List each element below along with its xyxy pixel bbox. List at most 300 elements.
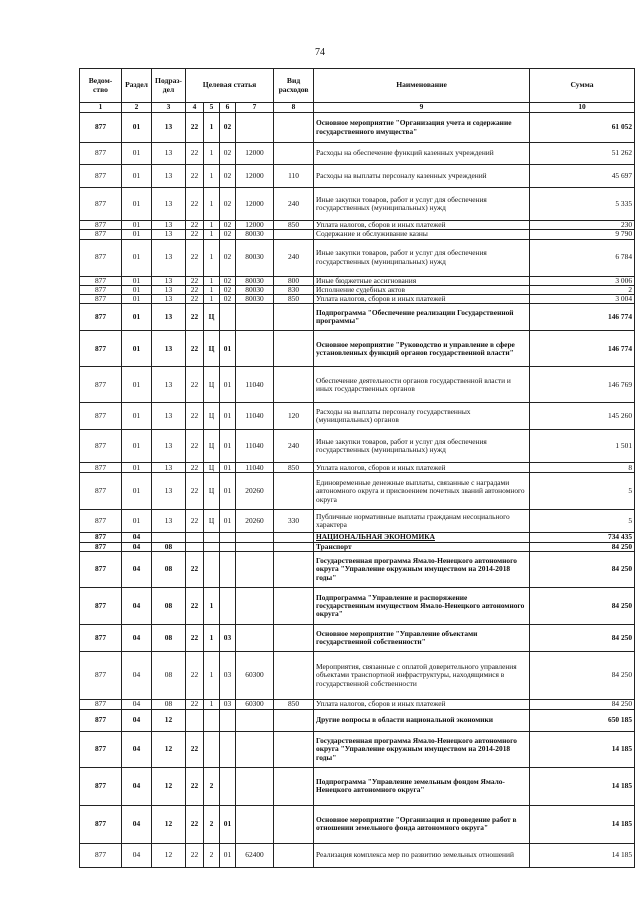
cell-ved: 877 — [80, 239, 122, 276]
cell-ved: 877 — [80, 551, 122, 587]
cell-sum: 14 185 — [530, 843, 635, 867]
cell-sum: 84 250 — [530, 624, 635, 651]
cell-target-program: 22 — [186, 843, 204, 867]
table-row — [80, 651, 635, 699]
table-row — [80, 805, 635, 843]
cell-target-direction — [236, 533, 274, 542]
cell-podrazdel: 08 — [152, 587, 186, 624]
cell-sum: 2 — [530, 285, 635, 294]
cell-razdel: 01 — [122, 304, 152, 331]
cell-target-subprogram: 1 — [204, 239, 220, 276]
table-row — [80, 230, 635, 239]
column-number: 9 — [314, 103, 530, 113]
cell-podrazdel: 12 — [152, 709, 186, 731]
cell-sum: 5 335 — [530, 188, 635, 221]
table-row — [80, 843, 635, 867]
cell-target-program: 22 — [186, 587, 204, 624]
column-number: 4 — [186, 103, 204, 113]
cell-name: Основное мероприятие "Управление объектами государственной собственности" — [314, 624, 530, 651]
cell-target-event: 02 — [220, 113, 236, 143]
cell-name: Единовременные денежные выплаты, связанные с наградами автономного округа и присвоением почетных званий автономного округа — [314, 473, 530, 510]
cell-target-program: 22 — [186, 143, 204, 165]
header-row — [80, 69, 635, 103]
cell-target-direction — [236, 805, 274, 843]
cell-vid: 110 — [274, 165, 314, 188]
cell-target-program: 22 — [186, 651, 204, 699]
cell-target-program: 22 — [186, 113, 204, 143]
table-row — [80, 143, 635, 165]
cell-vid — [274, 651, 314, 699]
cell-ved: 877 — [80, 473, 122, 510]
cell-vid — [274, 767, 314, 805]
cell-ved: 877 — [80, 699, 122, 709]
cell-razdel: 01 — [122, 510, 152, 533]
cell-razdel: 01 — [122, 285, 152, 294]
cell-vid — [274, 805, 314, 843]
cell-ved: 877 — [80, 367, 122, 403]
cell-name: Уплата налогов, сборов и иных платежей — [314, 699, 530, 709]
cell-razdel: 04 — [122, 533, 152, 542]
cell-target-program: 22 — [186, 551, 204, 587]
cell-target-direction: 80030 — [236, 295, 274, 304]
cell-target-direction: 12000 — [236, 188, 274, 221]
cell-target-program: 22 — [186, 367, 204, 403]
table-row — [80, 295, 635, 304]
cell-target-subprogram — [204, 551, 220, 587]
cell-target-subprogram: Ц — [204, 304, 220, 331]
column-number: 10 — [530, 103, 635, 113]
column-number: 3 — [152, 103, 186, 113]
cell-target-subprogram: 2 — [204, 843, 220, 867]
table-row — [80, 276, 635, 285]
cell-target-direction — [236, 709, 274, 731]
cell-razdel: 01 — [122, 276, 152, 285]
cell-sum: 14 185 — [530, 731, 635, 767]
cell-razdel: 01 — [122, 113, 152, 143]
cell-target-program: 22 — [186, 331, 204, 367]
cell-razdel: 04 — [122, 624, 152, 651]
cell-target-subprogram: Ц — [204, 430, 220, 463]
table-row — [80, 403, 635, 430]
cell-podrazdel: 13 — [152, 403, 186, 430]
cell-podrazdel: 12 — [152, 731, 186, 767]
cell-vid: 330 — [274, 510, 314, 533]
cell-target-event — [220, 304, 236, 331]
cell-vid: 240 — [274, 430, 314, 463]
cell-ved: 877 — [80, 709, 122, 731]
cell-sum: 6 784 — [530, 239, 635, 276]
column-number-row — [80, 103, 635, 113]
cell-podrazdel: 13 — [152, 510, 186, 533]
cell-target-program: 22 — [186, 230, 204, 239]
cell-vid — [274, 304, 314, 331]
column-number: 8 — [274, 103, 314, 113]
cell-sum: 84 250 — [530, 587, 635, 624]
cell-target-program: 22 — [186, 805, 204, 843]
budget-table — [79, 68, 635, 868]
cell-sum: 84 250 — [530, 542, 635, 551]
cell-vid — [274, 367, 314, 403]
cell-target-program: 22 — [186, 239, 204, 276]
table-row — [80, 699, 635, 709]
table-row — [80, 239, 635, 276]
cell-name: Публичные нормативные выплаты гражданам несоциального характера — [314, 510, 530, 533]
column-number: 6 — [220, 103, 236, 113]
cell-target-direction: 80030 — [236, 239, 274, 276]
cell-podrazdel: 13 — [152, 143, 186, 165]
cell-name: Расходы на выплаты персоналу государственных (муниципальных) органов — [314, 403, 530, 430]
cell-vid — [274, 230, 314, 239]
cell-vid — [274, 143, 314, 165]
cell-podrazdel: 13 — [152, 430, 186, 463]
cell-ved: 877 — [80, 510, 122, 533]
cell-target-subprogram — [204, 709, 220, 731]
table-row — [80, 113, 635, 143]
column-number: 1 — [80, 103, 122, 113]
cell-podrazdel: 12 — [152, 767, 186, 805]
cell-ved: 877 — [80, 276, 122, 285]
cell-sum: 650 185 — [530, 709, 635, 731]
cell-target-direction — [236, 542, 274, 551]
table-row — [80, 463, 635, 473]
cell-sum: 84 250 — [530, 651, 635, 699]
cell-sum: 5 — [530, 510, 635, 533]
cell-target-event — [220, 587, 236, 624]
table-row — [80, 367, 635, 403]
table-row — [80, 304, 635, 331]
table-row — [80, 709, 635, 731]
cell-target-program: 22 — [186, 767, 204, 805]
cell-razdel: 04 — [122, 651, 152, 699]
cell-target-event — [220, 709, 236, 731]
cell-target-program: 22 — [186, 295, 204, 304]
cell-target-direction: 11040 — [236, 367, 274, 403]
cell-podrazdel: 13 — [152, 276, 186, 285]
header-name: Наименование — [314, 69, 530, 103]
cell-target-subprogram: 1 — [204, 230, 220, 239]
cell-target-program: 22 — [186, 165, 204, 188]
header-razdel: Раздел — [122, 69, 152, 103]
cell-ved: 877 — [80, 731, 122, 767]
cell-target-event: 01 — [220, 843, 236, 867]
cell-target-direction: 20260 — [236, 510, 274, 533]
cell-target-event: 02 — [220, 295, 236, 304]
cell-ved: 877 — [80, 403, 122, 430]
cell-sum: 14 185 — [530, 767, 635, 805]
cell-target-subprogram: 1 — [204, 221, 220, 230]
header-vid: Вид расходов — [274, 69, 314, 103]
cell-ved: 877 — [80, 221, 122, 230]
cell-name: Иные закупки товаров, работ и услуг для обеспечения государственных (муниципальных) нужд — [314, 239, 530, 276]
cell-ved: 877 — [80, 188, 122, 221]
cell-name: Реализация комплекса мер по развитию земельных отношений — [314, 843, 530, 867]
cell-target-event: 01 — [220, 805, 236, 843]
cell-ved: 877 — [80, 843, 122, 867]
cell-vid — [274, 624, 314, 651]
cell-target-program: 22 — [186, 699, 204, 709]
cell-target-subprogram: Ц — [204, 510, 220, 533]
cell-target-subprogram: 1 — [204, 295, 220, 304]
cell-podrazdel: 08 — [152, 651, 186, 699]
cell-target-direction: 11040 — [236, 463, 274, 473]
cell-target-direction — [236, 331, 274, 367]
cell-target-subprogram: Ц — [204, 463, 220, 473]
cell-vid — [274, 709, 314, 731]
cell-razdel: 04 — [122, 767, 152, 805]
cell-target-program: 22 — [186, 463, 204, 473]
cell-target-subprogram: 1 — [204, 143, 220, 165]
table-row — [80, 430, 635, 463]
cell-razdel: 04 — [122, 709, 152, 731]
cell-razdel: 01 — [122, 430, 152, 463]
cell-sum: 5 — [530, 473, 635, 510]
cell-target-subprogram: Ц — [204, 403, 220, 430]
cell-vid: 800 — [274, 276, 314, 285]
table-row — [80, 285, 635, 294]
cell-ved: 877 — [80, 143, 122, 165]
cell-vid — [274, 587, 314, 624]
cell-vid: 240 — [274, 188, 314, 221]
cell-podrazdel: 08 — [152, 699, 186, 709]
cell-ved: 877 — [80, 331, 122, 367]
cell-vid — [274, 533, 314, 542]
table-row — [80, 542, 635, 551]
cell-target-subprogram: 1 — [204, 587, 220, 624]
cell-target-subprogram: Ц — [204, 331, 220, 367]
cell-razdel: 01 — [122, 403, 152, 430]
cell-target-subprogram: 2 — [204, 805, 220, 843]
cell-razdel: 04 — [122, 542, 152, 551]
cell-target-program — [186, 533, 204, 542]
cell-podrazdel — [152, 533, 186, 542]
cell-sum: 734 435 — [530, 533, 635, 542]
cell-target-subprogram: 1 — [204, 113, 220, 143]
cell-ved: 877 — [80, 430, 122, 463]
cell-podrazdel: 13 — [152, 473, 186, 510]
cell-name: Основное мероприятие "Организация и проведение работ в отношении земельного фонда автономного округа" — [314, 805, 530, 843]
cell-name: Уплата налогов, сборов и иных платежей — [314, 463, 530, 473]
cell-name: Расходы на выплаты персоналу казенных учреждений — [314, 165, 530, 188]
cell-target-event: 03 — [220, 699, 236, 709]
cell-razdel: 04 — [122, 699, 152, 709]
cell-razdel: 01 — [122, 367, 152, 403]
cell-target-subprogram: 1 — [204, 165, 220, 188]
cell-podrazdel: 13 — [152, 239, 186, 276]
cell-target-direction: 80030 — [236, 276, 274, 285]
cell-vid — [274, 551, 314, 587]
cell-vid — [274, 113, 314, 143]
cell-target-direction: 60300 — [236, 699, 274, 709]
cell-ved: 877 — [80, 624, 122, 651]
cell-sum: 1 501 — [530, 430, 635, 463]
cell-sum: 8 — [530, 463, 635, 473]
cell-name: Расходы на обеспечение функций казенных учреждений — [314, 143, 530, 165]
cell-podrazdel: 08 — [152, 551, 186, 587]
cell-razdel: 04 — [122, 805, 152, 843]
cell-target-event: 02 — [220, 276, 236, 285]
cell-ved: 877 — [80, 542, 122, 551]
cell-target-program: 22 — [186, 624, 204, 651]
cell-target-subprogram: 1 — [204, 285, 220, 294]
table-row — [80, 510, 635, 533]
cell-ved: 877 — [80, 113, 122, 143]
cell-ved: 877 — [80, 295, 122, 304]
cell-target-subprogram: 1 — [204, 624, 220, 651]
cell-target-direction: 11040 — [236, 430, 274, 463]
cell-podrazdel: 13 — [152, 188, 186, 221]
cell-vid: 120 — [274, 403, 314, 430]
cell-razdel: 01 — [122, 165, 152, 188]
cell-ved: 877 — [80, 285, 122, 294]
cell-name: Государственная программа Ямало-Ненецкого автономного округа "Управление окружным имуществом на 2014-2018 годы" — [314, 551, 530, 587]
cell-name: Основное мероприятие "Организация учета и содержание государственного имущества" — [314, 113, 530, 143]
cell-vid — [274, 542, 314, 551]
cell-name: Подпрограмма "Управление и распоряжение государственным имуществом Ямало-Ненецкого автономного округа" — [314, 587, 530, 624]
cell-vid — [274, 731, 314, 767]
cell-ved: 877 — [80, 463, 122, 473]
cell-target-direction: 11040 — [236, 403, 274, 430]
cell-podrazdel: 13 — [152, 285, 186, 294]
cell-name: Подпрограмма "Управление земельным фондом Ямало-Ненецкого автономного округа" — [314, 767, 530, 805]
cell-sum: 230 — [530, 221, 635, 230]
cell-target-event: 01 — [220, 463, 236, 473]
cell-ved: 877 — [80, 533, 122, 542]
cell-sum: 84 250 — [530, 699, 635, 709]
cell-target-event — [220, 731, 236, 767]
table-row — [80, 188, 635, 221]
cell-razdel: 04 — [122, 587, 152, 624]
page-number: 74 — [315, 47, 325, 58]
table-row — [80, 533, 635, 542]
cell-name: Иные закупки товаров, работ и услуг для обеспечения государственных (муниципальных) нужд — [314, 430, 530, 463]
cell-podrazdel: 13 — [152, 230, 186, 239]
cell-vid: 240 — [274, 239, 314, 276]
cell-name: Содержание и обслуживание казны — [314, 230, 530, 239]
cell-target-event — [220, 767, 236, 805]
column-number: 2 — [122, 103, 152, 113]
cell-podrazdel: 08 — [152, 624, 186, 651]
cell-target-direction — [236, 113, 274, 143]
cell-target-program: 22 — [186, 221, 204, 230]
cell-target-direction — [236, 551, 274, 587]
cell-ved: 877 — [80, 230, 122, 239]
cell-target-event — [220, 551, 236, 587]
cell-ved: 877 — [80, 651, 122, 699]
cell-target-subprogram — [204, 533, 220, 542]
cell-name: Другие вопросы в области национальной экономики — [314, 709, 530, 731]
cell-sum: 9 790 — [530, 230, 635, 239]
header-podrazdel: Подраз-дел — [152, 69, 186, 103]
cell-target-event: 03 — [220, 624, 236, 651]
cell-target-direction — [236, 304, 274, 331]
cell-razdel: 01 — [122, 230, 152, 239]
cell-razdel: 01 — [122, 463, 152, 473]
cell-razdel: 04 — [122, 843, 152, 867]
cell-target-direction: 62400 — [236, 843, 274, 867]
cell-target-event: 03 — [220, 651, 236, 699]
cell-target-subprogram: 1 — [204, 651, 220, 699]
table-row — [80, 221, 635, 230]
cell-target-program: 22 — [186, 403, 204, 430]
cell-name: Иные бюджетные ассигнования — [314, 276, 530, 285]
cell-razdel: 04 — [122, 551, 152, 587]
table-row — [80, 767, 635, 805]
cell-sum: 61 052 — [530, 113, 635, 143]
cell-target-program: 22 — [186, 473, 204, 510]
cell-target-direction: 80030 — [236, 285, 274, 294]
cell-vid: 850 — [274, 295, 314, 304]
cell-target-event: 01 — [220, 510, 236, 533]
cell-target-event: 02 — [220, 165, 236, 188]
cell-vid — [274, 473, 314, 510]
table-row — [80, 551, 635, 587]
cell-target-event: 02 — [220, 239, 236, 276]
cell-target-event: 01 — [220, 473, 236, 510]
cell-name: Транспорт — [314, 542, 530, 551]
cell-sum: 84 250 — [530, 551, 635, 587]
cell-razdel: 01 — [122, 239, 152, 276]
cell-ved: 877 — [80, 304, 122, 331]
cell-razdel: 04 — [122, 731, 152, 767]
cell-target-event: 01 — [220, 367, 236, 403]
cell-target-program: 22 — [186, 276, 204, 285]
cell-target-event: 02 — [220, 230, 236, 239]
cell-target-event: 01 — [220, 430, 236, 463]
cell-sum: 45 697 — [530, 165, 635, 188]
cell-sum: 145 260 — [530, 403, 635, 430]
cell-name: Основное мероприятие "Руководство и управление в сфере установленных функций органов государственной власти" — [314, 331, 530, 367]
cell-razdel: 01 — [122, 221, 152, 230]
cell-podrazdel: 12 — [152, 843, 186, 867]
table-row — [80, 624, 635, 651]
cell-target-subprogram: Ц — [204, 473, 220, 510]
cell-target-event: 01 — [220, 331, 236, 367]
cell-target-subprogram: 1 — [204, 188, 220, 221]
cell-razdel: 01 — [122, 331, 152, 367]
cell-name: Уплата налогов, сборов и иных платежей — [314, 221, 530, 230]
cell-podrazdel: 13 — [152, 304, 186, 331]
cell-target-event: 01 — [220, 403, 236, 430]
cell-name: Иные закупки товаров, работ и услуг для обеспечения государственных (муниципальных) нужд — [314, 188, 530, 221]
cell-target-program: 22 — [186, 731, 204, 767]
cell-vid — [274, 331, 314, 367]
cell-target-subprogram: Ц — [204, 367, 220, 403]
cell-vid: 830 — [274, 285, 314, 294]
cell-podrazdel: 13 — [152, 295, 186, 304]
cell-name: Обеспечение деятельности органов государственной власти и иных государственных органов — [314, 367, 530, 403]
cell-sum: 3 004 — [530, 295, 635, 304]
cell-razdel: 01 — [122, 188, 152, 221]
cell-ved: 877 — [80, 165, 122, 188]
header-ved: Ведом-ство — [80, 69, 122, 103]
cell-target-subprogram: 1 — [204, 276, 220, 285]
cell-target-event: 02 — [220, 221, 236, 230]
cell-target-program — [186, 709, 204, 731]
cell-target-direction: 60300 — [236, 651, 274, 699]
cell-target-direction: 12000 — [236, 165, 274, 188]
cell-target-program: 22 — [186, 430, 204, 463]
cell-podrazdel: 08 — [152, 542, 186, 551]
cell-target-program: 22 — [186, 188, 204, 221]
cell-sum: 14 185 — [530, 805, 635, 843]
cell-target-subprogram: 2 — [204, 767, 220, 805]
header-sum: Сумма — [530, 69, 635, 103]
table-row — [80, 731, 635, 767]
cell-vid: 850 — [274, 699, 314, 709]
cell-target-event — [220, 542, 236, 551]
cell-podrazdel: 13 — [152, 221, 186, 230]
table-body — [80, 113, 635, 868]
